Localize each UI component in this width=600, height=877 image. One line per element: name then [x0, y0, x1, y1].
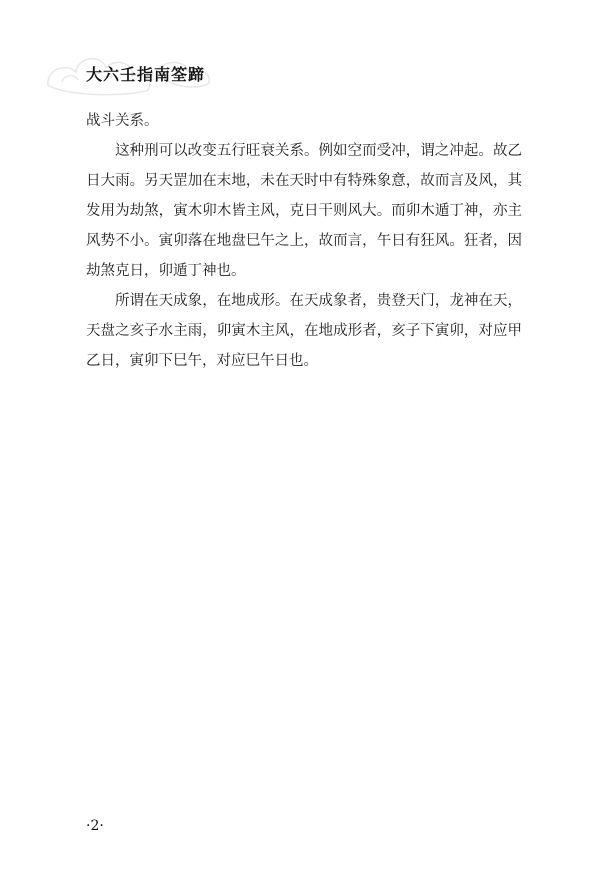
running-header-title: 大六壬指南筌蹄 — [86, 65, 206, 84]
paragraph: 所谓在天成象，在地成形。在天成象者，贵登天门，龙神在天，天盘之亥子水主雨，卯寅木主风，在地成形者，亥子下寅卯，对应甲乙日，寅卯下巳午，对应巳午日也。 — [86, 293, 522, 369]
page-number: ·2· — [86, 818, 104, 834]
body-text — [86, 106, 522, 376]
paragraph-continuation: 战斗关系。 — [86, 113, 159, 129]
paragraph: 这种刑可以改变五行旺衰关系。例如空而受冲，谓之冲起。故乙日大雨。另天罡加在末地，未在天时中有特殊象意，故而言及风，其发用为劫煞，寅木卯木皆主风，克日干则风大。而卯木遁丁神，亦主风势不小。寅卯落在地盘巳午之上，故而言，午日有狂风。狂者，因劫煞克日，卯遁丁神也。 — [86, 143, 522, 279]
